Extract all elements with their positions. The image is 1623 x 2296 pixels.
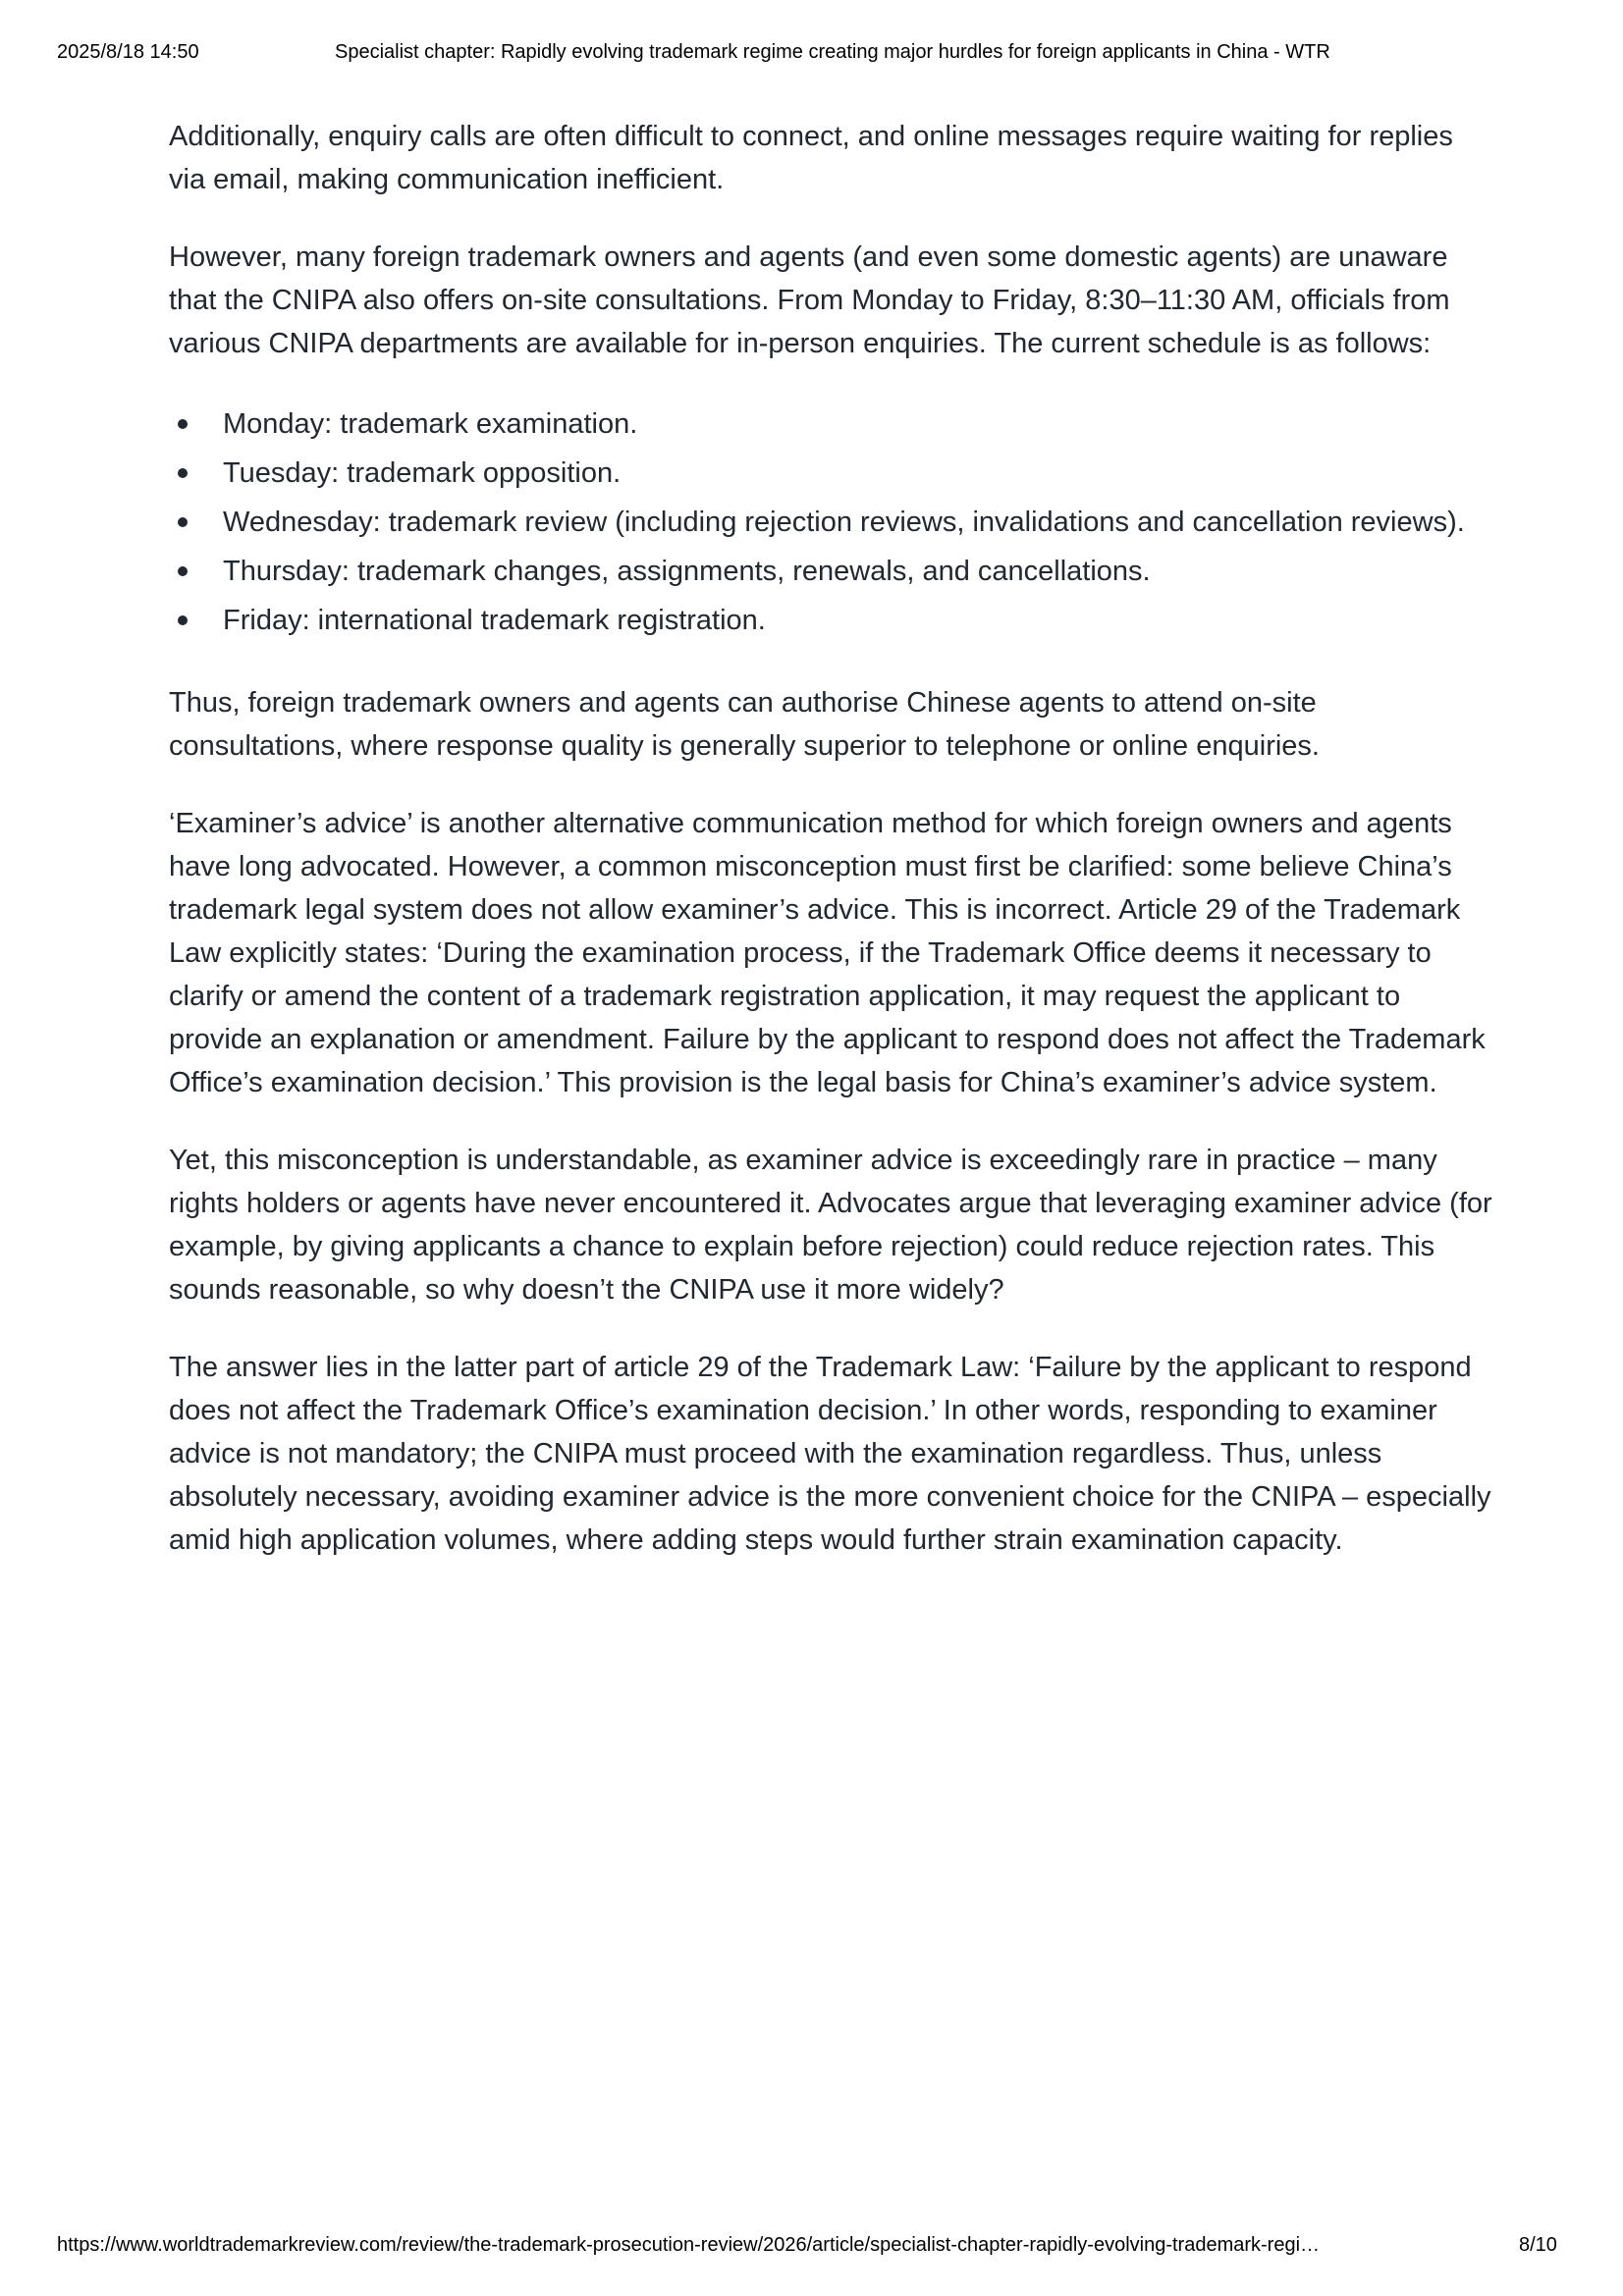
paragraph-onsite-consultations: However, many foreign trademark owners and agents (and even some domestic agents) are unaware that the CNIPA also offers on-site consultations. From Monday to Friday, 8:30–11:30 AM, officials from various CNIPA departments are available for in-person enquiries. The current schedule is as follows:: [169, 241, 1450, 359]
list-item-tuesday: [169, 449, 1496, 498]
bullet-icon: [178, 566, 188, 576]
bullet-icon: [178, 517, 188, 527]
list-item-wednesday: [169, 498, 1496, 547]
list-item-friday: [169, 596, 1496, 645]
article-body: [169, 115, 1496, 1596]
paragraph-enquiry-calls: Additionally, enquiry calls are often difficult to connect, and online messages require waiting for replies via email, making communication inefficient.: [169, 121, 1453, 195]
print-header-title: Specialist chapter: Rapidly evolving trademark regime creating major hurdles for foreign applicants in China - WTR: [335, 41, 1330, 63]
bullet-icon: [178, 615, 188, 625]
list-item-thursday: [169, 547, 1496, 596]
list-item-text: Thursday: trademark changes, assignments, renewals, and cancellations.: [223, 556, 1151, 587]
print-header-datetime: 2025/8/18 14:50: [57, 41, 199, 63]
bullet-icon: [178, 419, 188, 429]
print-footer-url: https://www.worldtrademarkreview.com/review/the-trademark-prosecution-review/2026/article/specialist-chapter-rapidly-evolving-trademark-regi…: [57, 2234, 1321, 2256]
paragraph-authorise-agents: Thus, foreign trademark owners and agents can authorise Chinese agents to attend on-site consultations, where response quality is generally superior to telephone or online enquiries.: [169, 687, 1320, 762]
list-item-text: Monday: trademark examination.: [223, 408, 638, 440]
print-footer-page-number: 8/10: [1519, 2234, 1557, 2256]
paragraph-examiners-advice: ‘Examiner’s advice’ is another alternative communication method for which foreign owners and agents have long advocated. However, a common misconception must first be clarified: some believe China’s trademark legal system does not allow examiner’s advice. This is incorrect. Article 29 of the Trademark Law explicitly states: ‘During the examination process, if the Trademark Office deems it necessary to clarify or amend the content of a trademark registration application, it may request the applicant to provide an explanation or amendment. Failure by the applicant to respond does not affect the Trademark Office’s examination decision.’ This provision is the legal basis for China’s examiner’s advice system.: [169, 808, 1486, 1098]
consultation-schedule-list: [169, 400, 1496, 645]
list-item-monday: [169, 400, 1496, 449]
list-item-text: Tuesday: trademark opposition.: [223, 457, 622, 489]
list-item-text: Wednesday: trademark review (including rejection reviews, invalidations and cancellation reviews).: [223, 507, 1465, 538]
list-item-text: Friday: international trademark registration.: [223, 605, 766, 636]
bullet-icon: [178, 468, 188, 478]
paragraph-misconception-rare: Yet, this misconception is understandable, as examiner advice is exceedingly rare in practice – many rights holders or agents have never encountered it. Advocates argue that leveraging examiner advice (for example, by giving applicants a chance to explain before rejection) could reduce rejection rates. This sounds reasonable, so why doesn’t the CNIPA use it more widely?: [169, 1145, 1492, 1306]
paragraph-article-29-answer: The answer lies in the latter part of article 29 of the Trademark Law: ‘Failure by the applicant to respond does not affect the Trademark Office’s examination decision.’ In other words, responding to examiner advice is not mandatory; the CNIPA must proceed with the examination regardless. Thus, unless absolutely necessary, avoiding examiner advice is the more convenient choice for the CNIPA – especially amid high application volumes, where adding steps would further strain examination capacity.: [169, 1352, 1491, 1556]
